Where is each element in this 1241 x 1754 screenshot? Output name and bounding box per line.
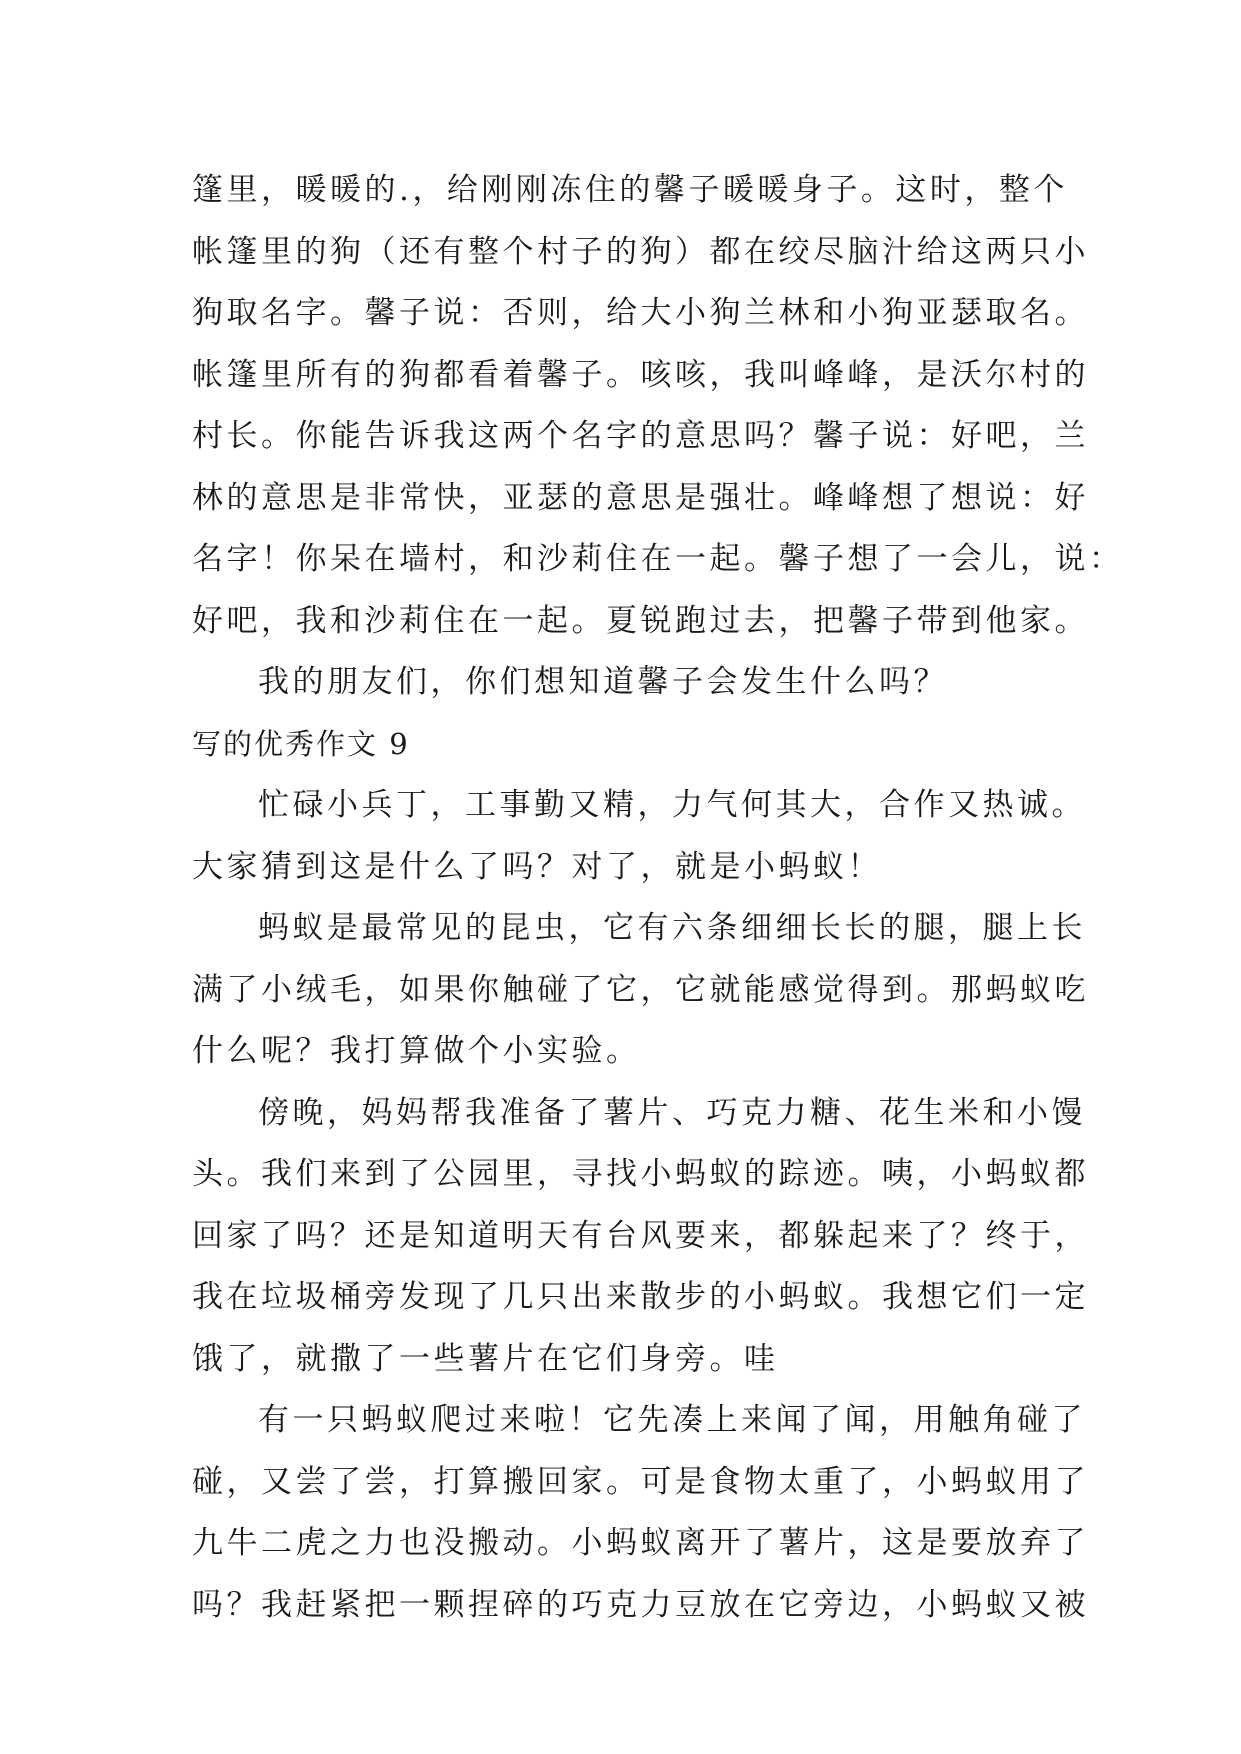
paragraph-start-line: 有一只蚂蚁爬过来啦！它先凑上来闻了闻，用触角碰了 <box>258 1402 1086 1438</box>
text-line: 村长。你能告诉我这两个名字的意思吗？馨子说：好吧，兰 <box>192 418 1089 454</box>
text-line: 帐篷里的狗（还有整个村子的狗）都在绞尽脑汁给这两只小 <box>192 233 1089 270</box>
text-line: 满了小绒毛，如果你触碰了它，它就能感觉得到。那蚂蚁吃 <box>192 971 1089 1008</box>
paragraph-start-line: 傍晚，妈妈帮我准备了薯片、巧克力糖、花生米和小馒 <box>258 1094 1086 1131</box>
paragraph-start-line: 我的朋友们，你们想知道馨子会发生什么吗？ <box>258 664 948 700</box>
text-line: 碰，又尝了尝，打算搬回家。可是食物太重了，小蚂蚁用了 <box>192 1463 1089 1500</box>
text-line: 回家了吗？还是知道明天有台风要来，都躲起来了？终于， <box>192 1217 1089 1254</box>
text-line: 吗？我赶紧把一颗捏碎的巧克力豆放在它旁边，小蚂蚁又被 <box>192 1586 1089 1623</box>
text-line: 帐篷里所有的狗都看着馨子。咳咳，我叫峰峰，是沃尔村的 <box>192 356 1089 393</box>
text-line: 饿了，就撒了一些薯片在它们身旁。哇 <box>192 1340 779 1377</box>
text-line: 九牛二虎之力也没搬动。小蚂蚁离开了薯片，这是要放弃了 <box>192 1525 1089 1561</box>
essay-body <box>192 160 1124 1636</box>
text-line: 我在垃圾桶旁发现了几只出来散步的小蚂蚁。我想它们一定 <box>192 1279 1089 1315</box>
section-heading: 写的优秀作文 9 <box>192 726 410 761</box>
text-line: 名字！你呆在墙村，和沙莉住在一起。馨子想了一会儿，说： <box>192 541 1124 577</box>
paragraph-start-line: 忙碌小兵丁，工事勤又精，力气何其大，合作又热诚。 <box>258 787 1086 823</box>
text-line: 头。我们来到了公园里，寻找小蚂蚁的踪迹。咦，小蚂蚁都 <box>192 1156 1089 1192</box>
paragraph-start-line: 蚂蚁是最常见的昆虫，它有六条细细长长的腿，腿上长 <box>258 910 1086 946</box>
text-line: 篷里，暖暖的.，给刚刚冻住的馨子暖暖身子。这时，整个 <box>192 172 1068 208</box>
text-line: 好吧，我和沙莉住在一起。夏锐跑过去，把馨子带到他家。 <box>192 602 1089 639</box>
text-line: 林的意思是非常快，亚瑟的意思是强壮。峰峰想了想说：好 <box>192 479 1089 516</box>
text-line: 狗取名字。馨子说：否则，给大小狗兰林和小狗亚瑟取名。 <box>192 295 1089 331</box>
text-line: 什么呢？我打算做个小实验。 <box>192 1033 641 1069</box>
text-line: 大家猜到这是什么了吗？对了，就是小蚂蚁！ <box>192 848 882 885</box>
